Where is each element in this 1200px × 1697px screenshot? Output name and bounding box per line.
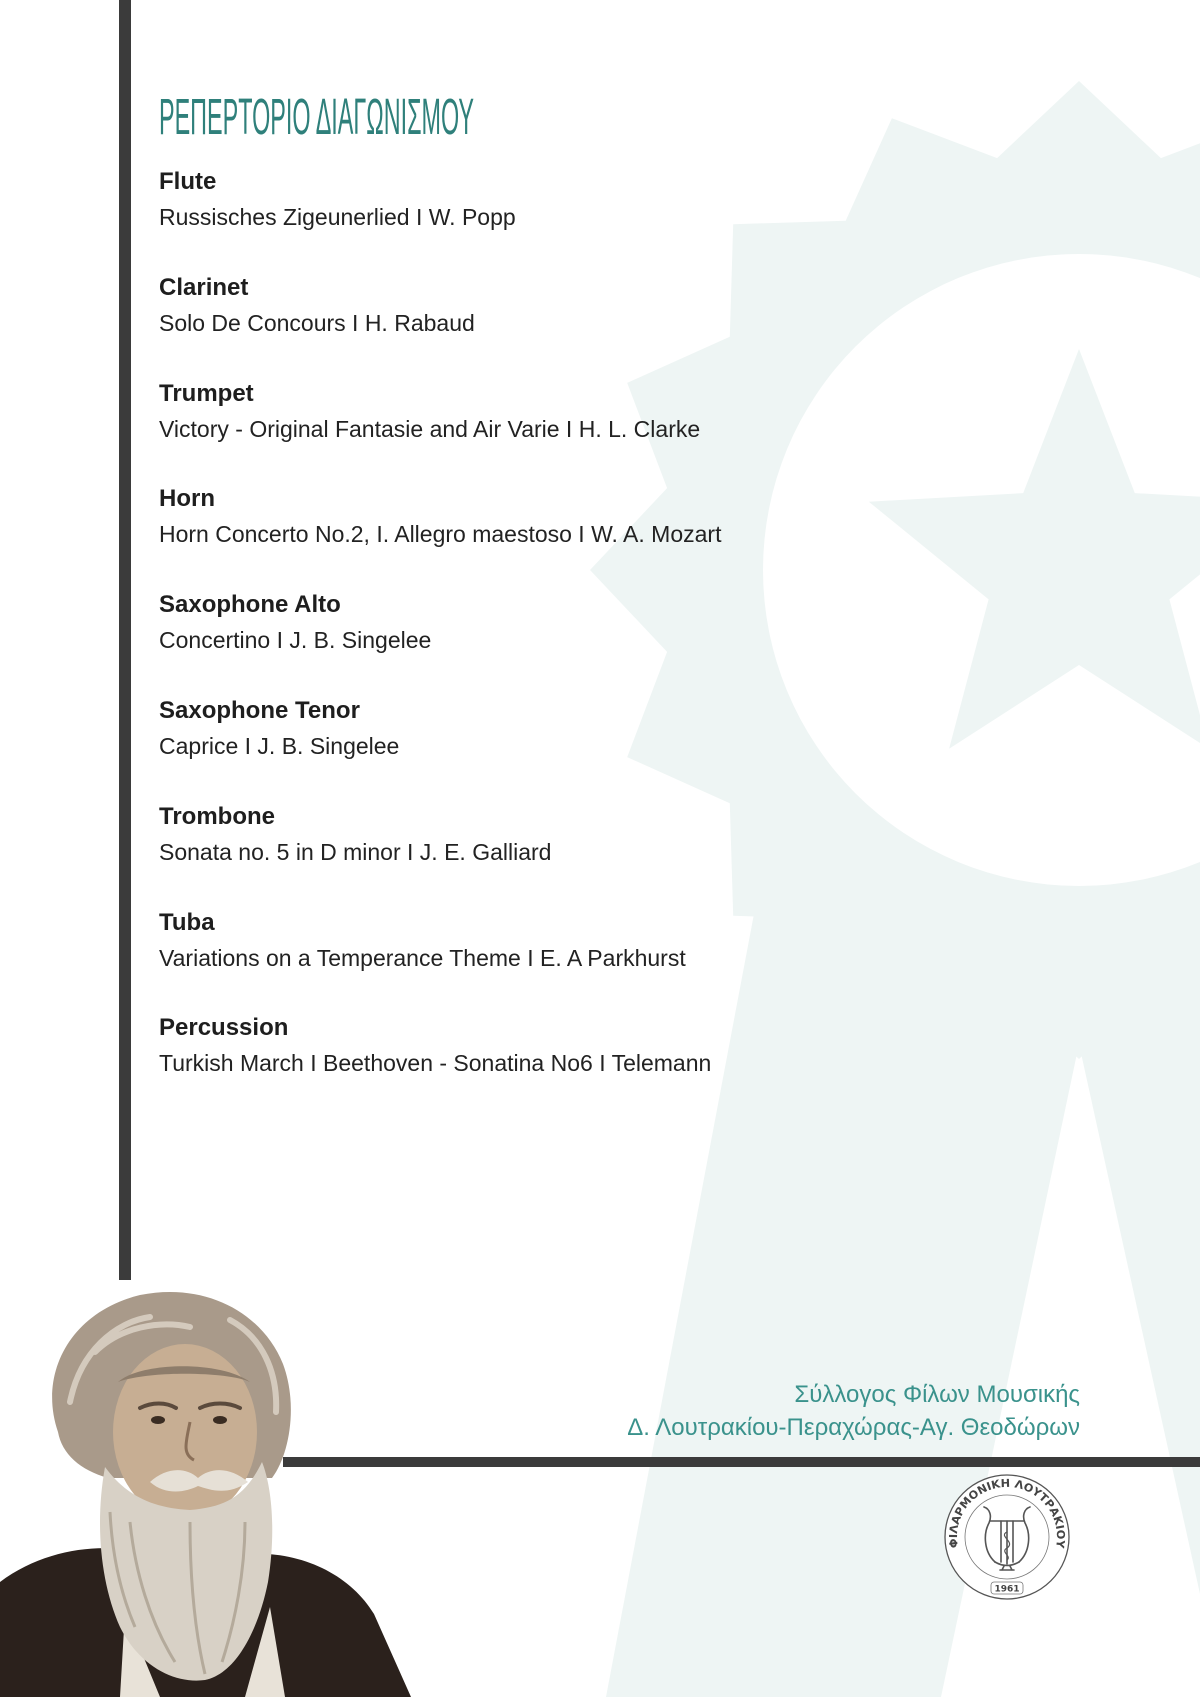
repertoire-entry-tuba (159, 907, 859, 1013)
piece-title: Concertino I J. B. Singelee (159, 627, 432, 654)
instrument-name: Clarinet (159, 273, 249, 301)
repertoire-list (159, 166, 859, 1118)
piece-title: Variations on a Temperance Theme I E. A Parkhurst (159, 944, 686, 971)
seal-arc-text-path: ΦΙΛΑΡΜΟΝΙΚΗ ΛΟΥΤΡΑΚΙΟΥ (946, 1476, 1068, 1549)
repertoire-entry-flute (159, 166, 859, 272)
repertoire-entry-clarinet (159, 272, 859, 378)
instrument-name: Saxophone Tenor (159, 696, 360, 724)
page-title (155, 88, 485, 145)
repertoire-entry-horn (159, 483, 859, 589)
organization-line-2: Δ. Λουτρακίου-Περαχώρας-Αγ. Θεοδώρων (627, 1414, 1080, 1441)
instrument-name: Percussion (159, 1014, 289, 1042)
instrument-name: Trumpet (159, 379, 254, 407)
instrument-name: Tuba (159, 908, 215, 936)
instrument-name: Horn (159, 485, 215, 513)
bottom-horizontal-bar (283, 1457, 1200, 1467)
piece-title: Russisches Zigeunerlied I W. Popp (159, 204, 516, 230)
repertoire-entry-percussion (159, 1012, 859, 1118)
seal-year: 1961 (994, 1584, 1020, 1595)
page-title-text: ΡΕΠΕΡΤΟΡΙΟ ΔΙΑΓΩΝΙΣΜΟΥ (159, 88, 474, 145)
portrait-photo (0, 1282, 420, 1697)
portrait-eye-right (213, 1416, 227, 1424)
organization-line-1: Σύλλογος Φίλων Μουσικής (794, 1381, 1080, 1408)
repertoire-entry-trombone (159, 801, 859, 907)
philharmonic-seal-logo (940, 1470, 1074, 1604)
organization-name (627, 1378, 1080, 1444)
repertoire-entry-trumpet (159, 378, 859, 484)
piece-title: Caprice I J. B. Singelee (159, 732, 400, 759)
instrument-name: Flute (159, 168, 217, 195)
repertoire-entry-saxophone-tenor (159, 695, 859, 801)
instrument-name: Saxophone Alto (159, 591, 341, 619)
portrait-eye-left (151, 1416, 165, 1424)
piece-title: Horn Concerto No.2, I. Allegro maestoso I W. A. Mozart (159, 521, 722, 548)
piece-title: Sonata no. 5 in D minor I J. E. Galliard (159, 838, 552, 865)
left-vertical-bar (119, 0, 131, 1280)
repertoire-entry-saxophone-alto (159, 589, 859, 695)
piece-title: Solo De Concours I H. Rabaud (159, 309, 475, 336)
piece-title: Victory - Original Fantasie and Air Varie I H. L. Clarke (159, 415, 701, 442)
piece-title: Turkish March I Beethoven - Sonatina No6 I Telemann (159, 1050, 712, 1077)
instrument-name: Trombone (159, 802, 276, 830)
